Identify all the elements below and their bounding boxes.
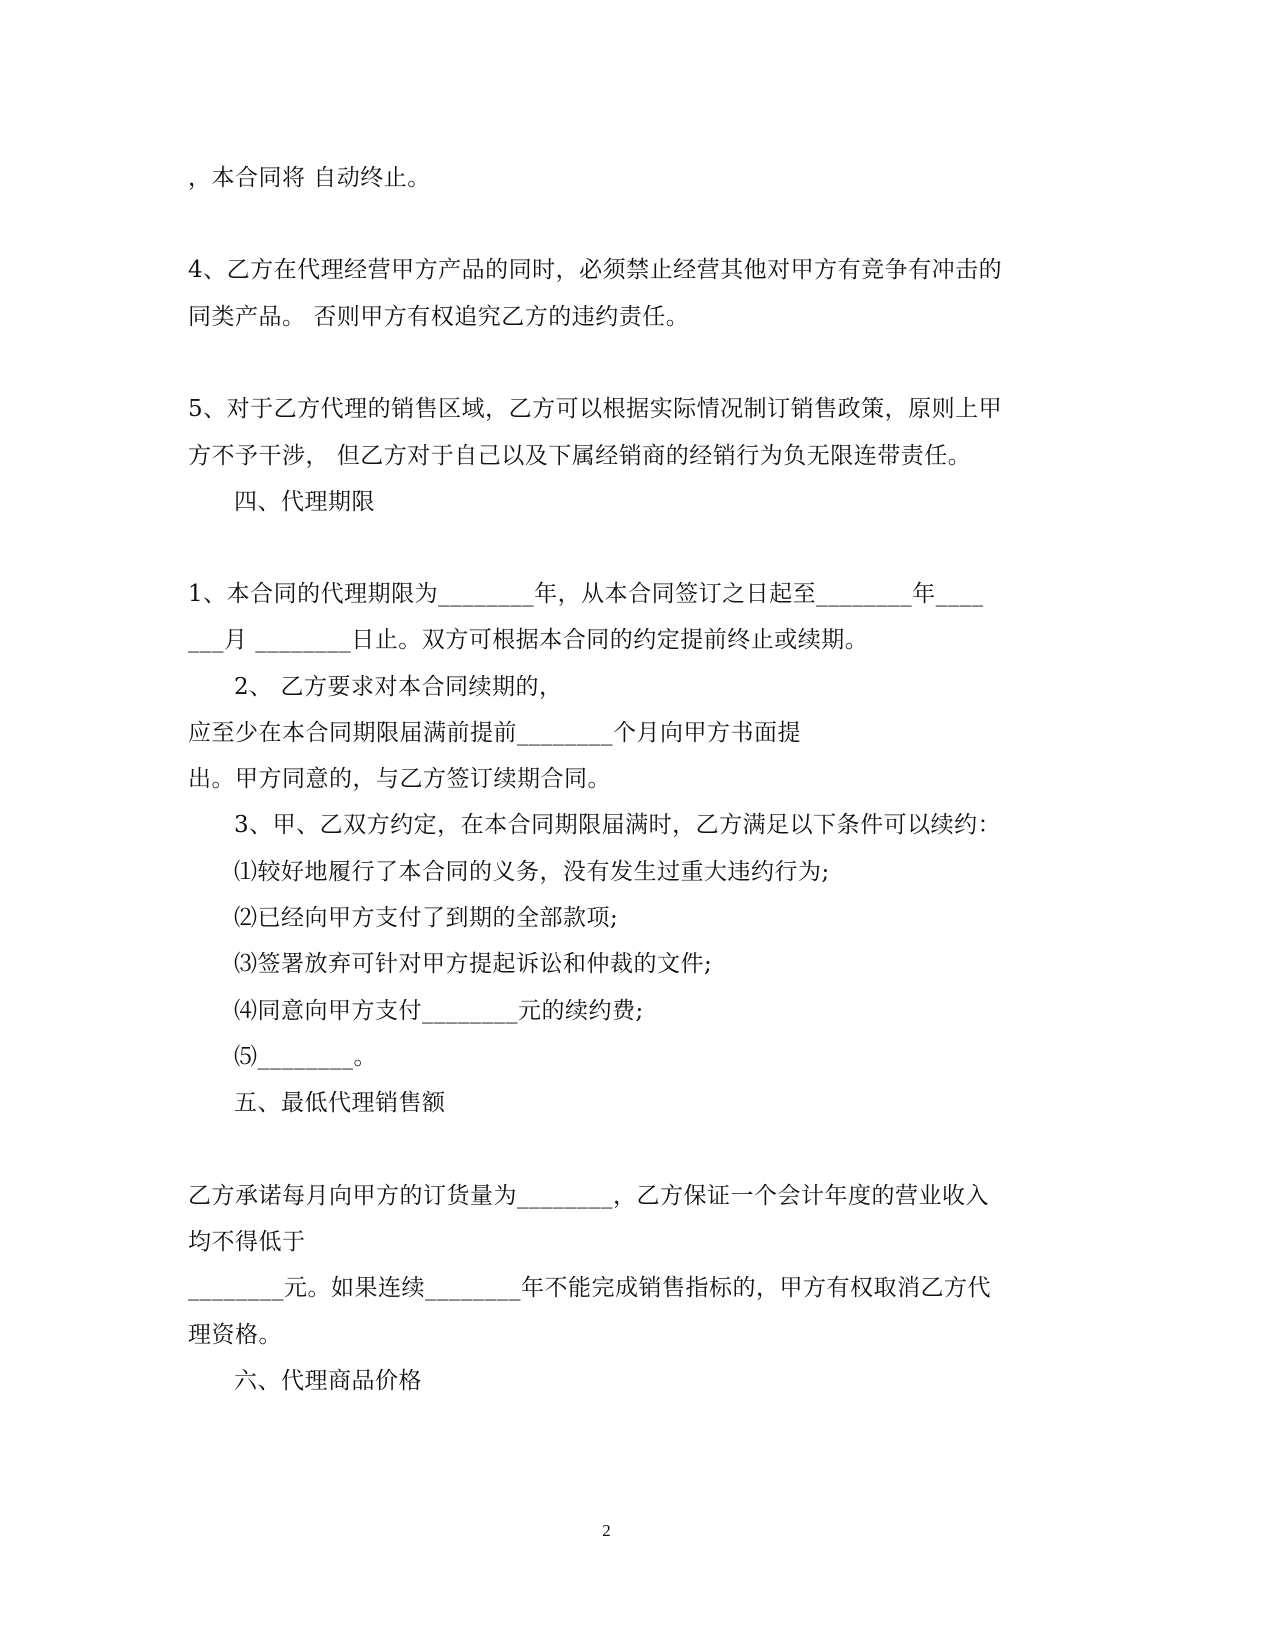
paragraph-line: 3、甲、乙双方约定，在本合同期限届满时，乙方满足以下条件可以续约： [234,812,1002,838]
section-heading: 四、代理期限 [234,489,375,515]
list-item: ⑴较好地履行了本合同的义务，没有发生过重大违约行为; [234,859,830,885]
paragraph-line: 均不得低于 [188,1229,306,1255]
paragraph-line: 理资格。 [188,1322,282,1348]
list-item: ⑸________。 [234,1044,377,1070]
list-item: ⑵已经向甲方支付了到期的全部款项; [234,905,619,931]
paragraph-line: 5、对于乙方代理的销售区域，乙方可以根据实际情况制订销售政策，原则上甲 [188,396,1003,422]
paragraph-line: 1、本合同的代理期限为________年，从本合同签订之日起至________年____ [188,581,984,607]
section-heading: 五、最低代理销售额 [234,1090,446,1116]
paragraph-line: 同类产品。 否则甲方有权追究乙方的违约责任。 [188,304,690,330]
paragraph-line: 乙方承诺每月向甲方的订货量为________，乙方保证一个会计年度的营业收入 [188,1183,989,1209]
page-number: 2 [602,1521,611,1540]
paragraph-line: 应至少在本合同期限届满前提前________个月向甲方书面提 [188,720,801,746]
paragraph-line: 方不予干涉， 但乙方对于自己以及下属经销商的经销行为负无限连带责任。 [188,443,972,469]
paragraph-line: ___月 ________日止。双方可根据本合同的约定提前终止或续期。 [188,627,869,653]
paragraph-line: ________元。如果连续________年不能完成销售指标的，甲方有权取消乙方代 [188,1275,991,1301]
list-item: ⑷同意向甲方支付________元的续约费; [234,998,644,1024]
paragraph-line: 出。甲方同意的，与乙方签订续期合同。 [188,766,611,792]
paragraph-line: ，本合同将 自动终止。 [188,165,431,191]
list-item: ⑶签署放弃可针对甲方提起诉讼和仲裁的文件; [234,951,713,977]
section-heading: 六、代理商品价格 [234,1368,422,1394]
paragraph-line: 2、 乙方要求对本合同续期的， [234,674,563,700]
paragraph-line: 4、乙方在代理经营甲方产品的同时，必须禁止经营其他对甲方有竞争有冲击的 [188,257,1003,283]
